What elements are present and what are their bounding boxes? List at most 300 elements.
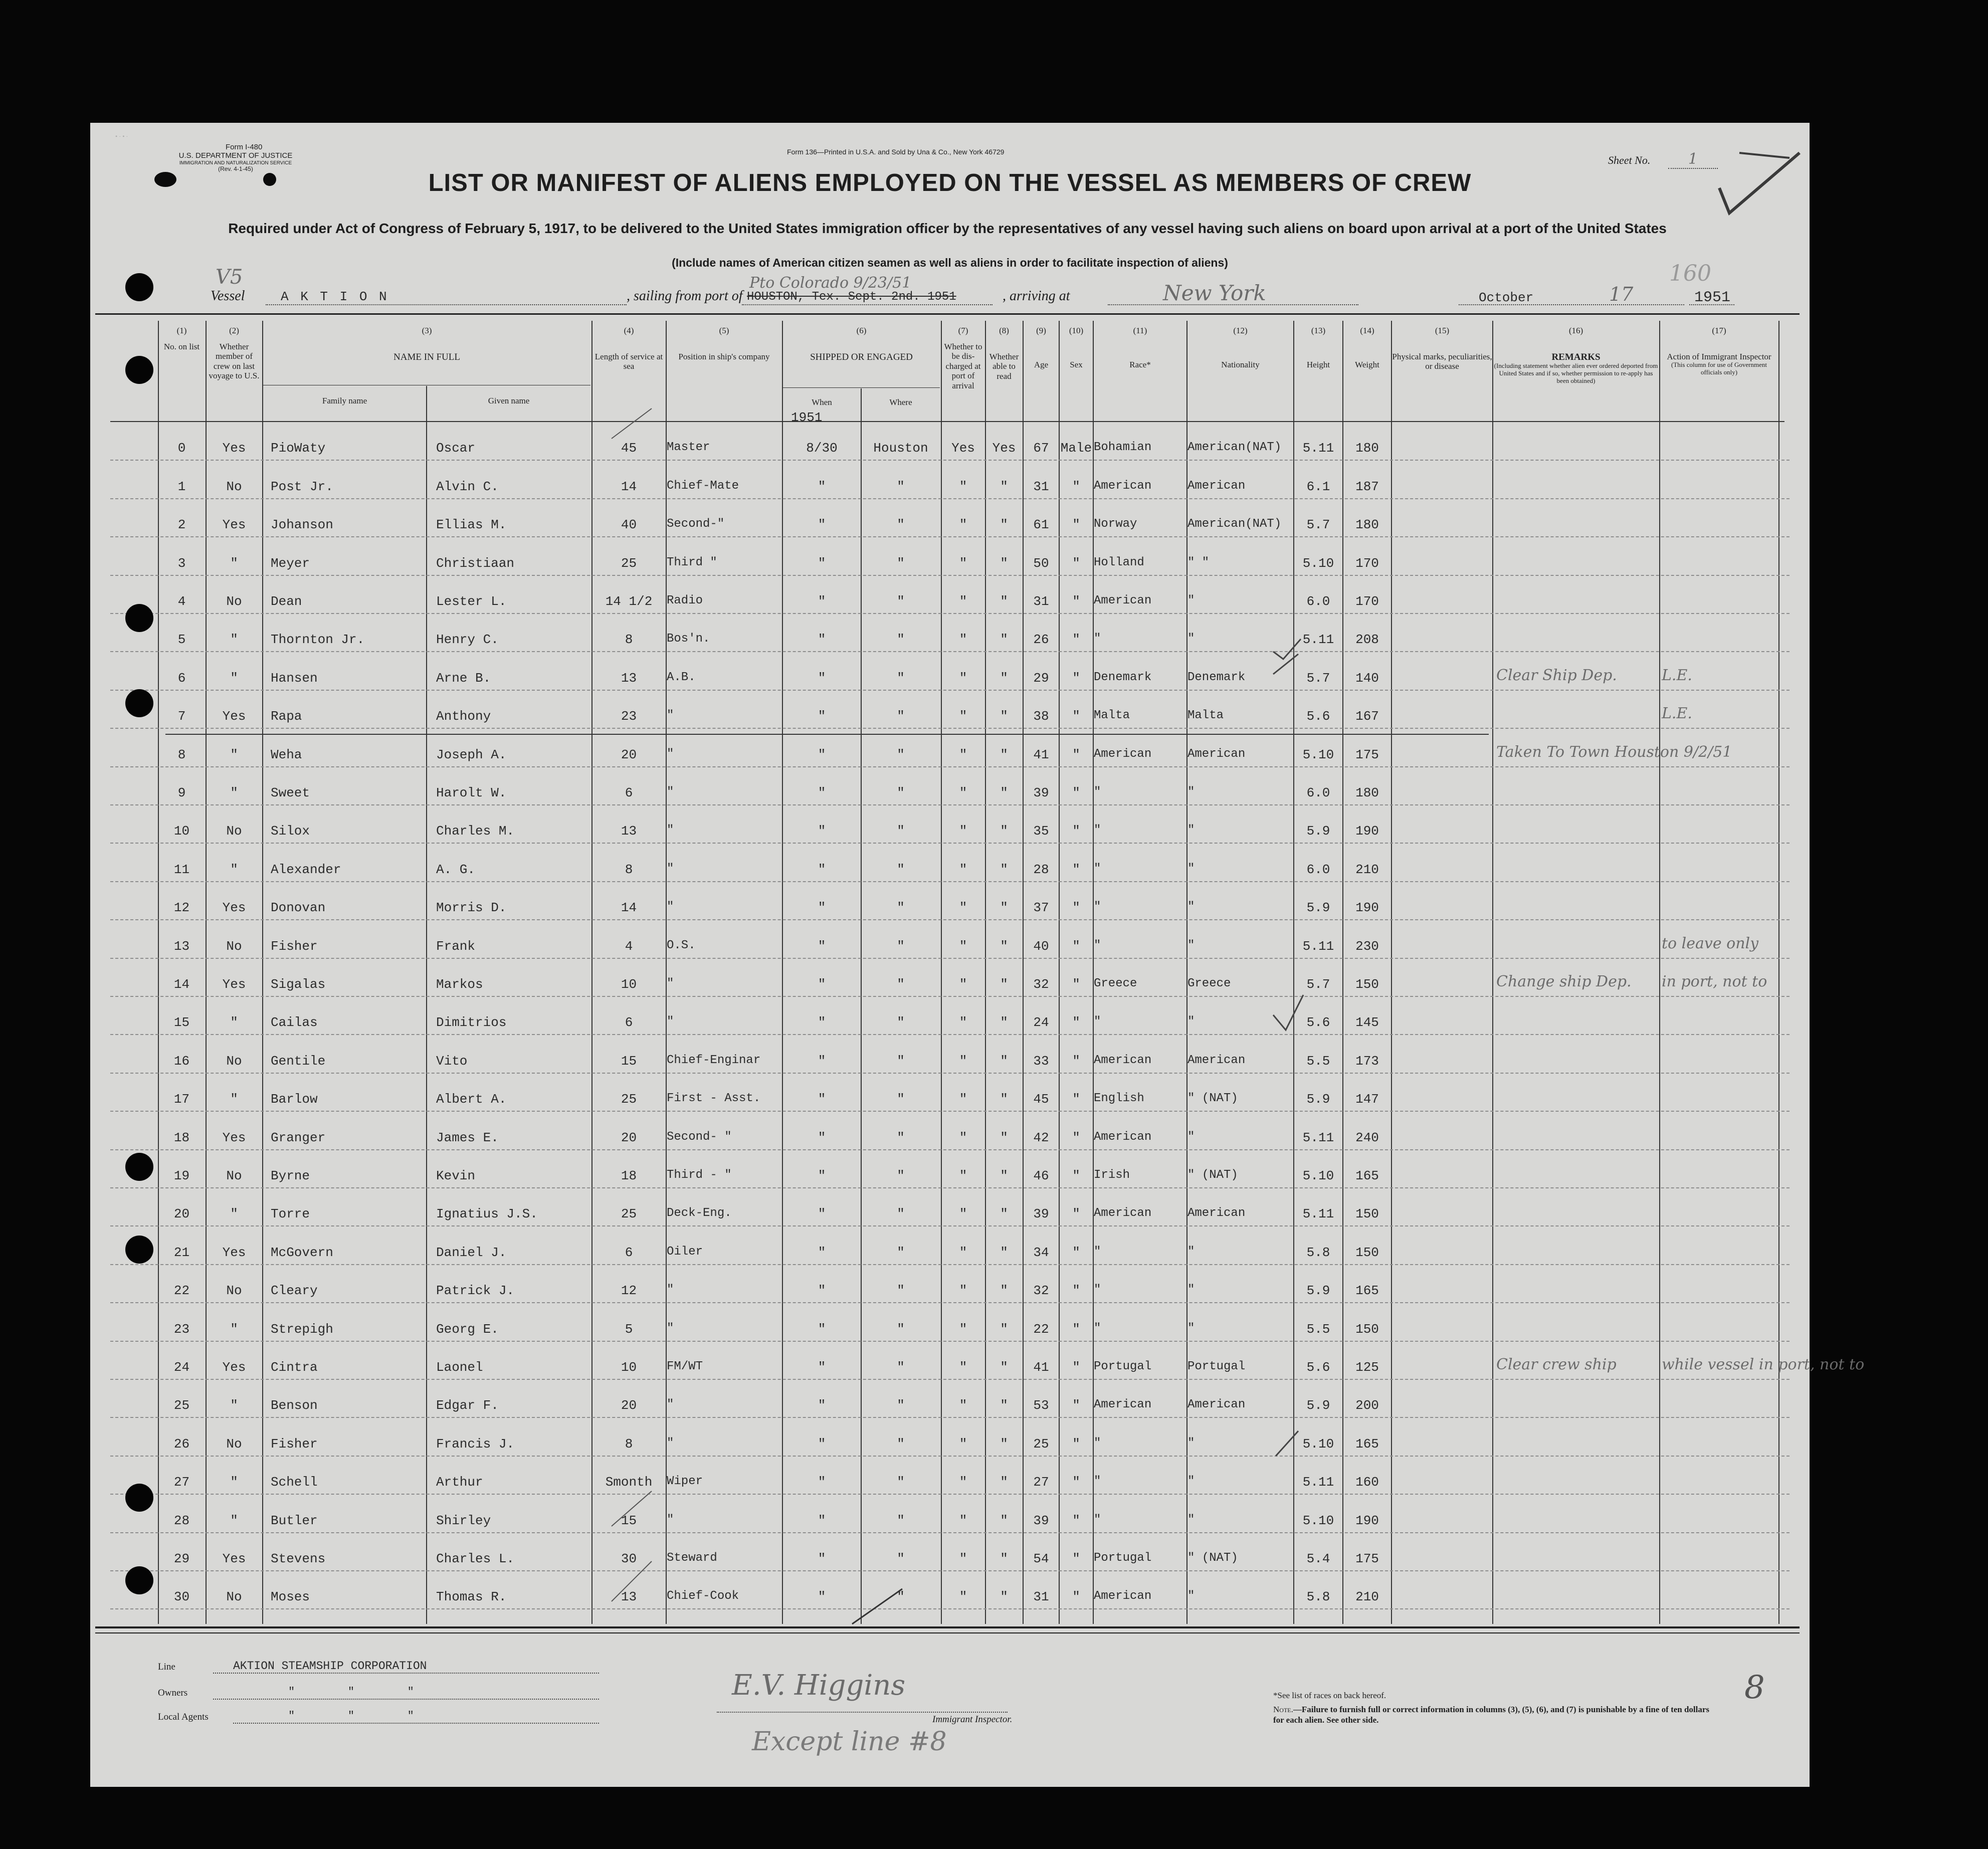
cell-given-name: Dimitrios (436, 1015, 507, 1031)
cell-weight: 200 (1355, 1398, 1379, 1413)
cell-able-to-read: " (1000, 1168, 1008, 1183)
cell-nationality: " (1187, 1475, 1195, 1489)
cell-family-name: PioWaty (271, 441, 326, 456)
cell-weight: 190 (1355, 900, 1379, 916)
cell-weight: 208 (1355, 632, 1379, 648)
cell-family-name: Benson (271, 1398, 318, 1413)
cell-height: 5.11 (1302, 938, 1334, 954)
cell-weight: 165 (1355, 1283, 1379, 1299)
cell-age: 28 (1033, 862, 1049, 877)
cell-shipped-where: " (897, 1513, 905, 1528)
cell-discharge: " (959, 747, 967, 762)
col6-header (783, 326, 940, 362)
cell-height: 5.10 (1302, 1168, 1334, 1183)
table-row (90, 1572, 1810, 1610)
cell-last-voyage: Yes (222, 1245, 246, 1260)
cell-discharge: " (959, 670, 967, 686)
cell-row-number: 20 (173, 1206, 190, 1222)
cell-weight: 230 (1355, 938, 1379, 954)
cell-able-to-read: " (1000, 976, 1008, 992)
col6b-header: Where (889, 397, 912, 407)
col13-header (1294, 326, 1342, 369)
cell-family-name: Stevens (271, 1551, 326, 1566)
cell-service-length: 6 (625, 1015, 633, 1031)
cell-family-name: Hansen (271, 670, 318, 686)
cell-shipped-where: " (897, 976, 905, 992)
col3-header (263, 326, 590, 362)
tick-strokes (602, 408, 662, 1611)
cell-nationality: " (NAT) (1187, 1092, 1238, 1106)
cell-nationality: " " (1187, 555, 1210, 569)
cell-able-to-read: " (1000, 479, 1008, 494)
col16-header (1493, 326, 1659, 385)
cell-row-number: 27 (173, 1475, 190, 1490)
cell-family-name: Sweet (271, 785, 310, 800)
cell-discharge: " (959, 1092, 967, 1107)
cell-position: " (667, 976, 674, 990)
cell-nationality: " (1187, 1283, 1195, 1297)
cell-age: 40 (1033, 938, 1049, 954)
col-label: Action of Immigrant Inspector (1667, 351, 1771, 361)
cell-race: " (1094, 1513, 1101, 1527)
col6a-header: When (812, 397, 832, 407)
cell-given-name: Markos (436, 976, 483, 992)
col-label: Nationality (1221, 359, 1260, 369)
cell-position: " (667, 1321, 674, 1335)
cell-discharge: " (959, 593, 967, 609)
cell-row-number: 17 (173, 1092, 190, 1107)
cell-service-length: 45 (621, 441, 637, 456)
table-row (90, 1266, 1810, 1304)
cell-able-to-read: " (1000, 1398, 1008, 1413)
cell-shipped-where: " (897, 1398, 905, 1413)
cell-race: " (1094, 1015, 1101, 1029)
col-number: (2) (229, 326, 239, 335)
cell-age: 27 (1033, 1475, 1049, 1490)
col-number: (11) (1133, 326, 1147, 335)
cell-shipped-when: " (818, 479, 826, 494)
cell-age: 39 (1033, 785, 1049, 800)
col12-header (1187, 326, 1293, 369)
table-row (90, 806, 1810, 845)
cell-height: 6.0 (1306, 785, 1330, 800)
cell-shipped-when: " (818, 785, 826, 800)
cell-last-voyage: No (226, 1053, 242, 1069)
cell-service-length: 13 (621, 1589, 637, 1605)
cell-service-length: 15 (621, 1513, 637, 1528)
cell-position: " (667, 785, 674, 799)
col-label: Position in ship's company (678, 351, 770, 361)
cell-sex: " (1072, 1283, 1080, 1299)
cell-given-name: Anthony (436, 709, 491, 724)
cell-given-name: Shirley (436, 1513, 491, 1528)
vessel-label: Vessel (211, 288, 245, 304)
cell-last-voyage: " (230, 1015, 238, 1031)
cell-weight: 240 (1355, 1130, 1379, 1145)
cell-race: Irish (1094, 1168, 1130, 1182)
cell-weight: 150 (1355, 1321, 1379, 1337)
cell-able-to-read: " (1000, 1321, 1008, 1337)
cell-last-voyage: Yes (222, 1359, 246, 1375)
cell-shipped-when: " (818, 517, 826, 533)
cell-given-name: Laonel (436, 1359, 483, 1375)
cell-given-name: Edgar F. (436, 1398, 499, 1413)
table-row (90, 998, 1810, 1036)
cell-row-number: 9 (177, 785, 186, 800)
cell-given-name: Oscar (436, 441, 476, 456)
cell-sex: " (1072, 900, 1080, 916)
cell-given-name: Harolt W. (436, 785, 507, 800)
cell-last-voyage: Yes (222, 900, 246, 916)
cell-inspector-action: L.E. (1662, 666, 1692, 684)
cell-shipped-where: " (897, 1436, 905, 1452)
cell-shipped-when: " (818, 1092, 826, 1107)
cell-discharge: " (959, 1475, 967, 1490)
col-number: (4) (624, 326, 634, 335)
table-row (90, 538, 1810, 576)
check-marks (1263, 634, 1363, 1486)
arriving-at: New York (1163, 281, 1266, 305)
except-note: Except line #8 (752, 1727, 947, 1757)
note-text: —Failure to furnish full or correct information in columns (3), (5), (6), and (7) is punishable by a fine of ten dollars for each alien. See other side. (1273, 1705, 1710, 1725)
cell-position: " (667, 1398, 674, 1412)
cell-age: 39 (1033, 1513, 1049, 1528)
cell-position: Radio (667, 593, 703, 607)
cell-family-name: Moses (271, 1589, 310, 1605)
cell-sex: " (1072, 1130, 1080, 1145)
cell-nationality: " (1187, 593, 1195, 607)
cell-sex: " (1072, 938, 1080, 954)
col-number: (1) (176, 326, 187, 335)
cell-age: 46 (1033, 1168, 1049, 1183)
cell-family-name: Cleary (271, 1283, 318, 1299)
cell-family-name: Johanson (271, 517, 333, 533)
cell-race: " (1094, 938, 1101, 952)
cell-age: 32 (1033, 1283, 1049, 1299)
cell-sex: " (1072, 479, 1080, 494)
cell-discharge: " (959, 479, 967, 494)
cell-height: 5.6 (1306, 1015, 1330, 1031)
cell-nationality: " (1187, 1130, 1195, 1144)
cell-last-voyage: Yes (222, 1551, 246, 1566)
cell-sex: " (1072, 593, 1080, 609)
punch-hole (125, 1484, 153, 1512)
cell-family-name: Silox (271, 824, 310, 839)
cell-row-number: 22 (173, 1283, 190, 1299)
col-label: Sex (1070, 359, 1083, 369)
punch-hole (125, 273, 153, 301)
cell-last-voyage: " (230, 632, 238, 648)
cell-discharge: " (959, 1436, 967, 1452)
punch-hole (125, 1236, 153, 1264)
cell-given-name: Henry C. (436, 632, 499, 648)
arriving-label: , arriving at (1003, 288, 1070, 304)
cell-weight: 210 (1355, 862, 1379, 877)
cell-shipped-where: " (897, 1206, 905, 1222)
footer-line (158, 1662, 609, 1673)
cell-sex: " (1072, 632, 1080, 648)
cell-given-name: Morris D. (436, 900, 507, 916)
footer-owners (158, 1688, 609, 1699)
cell-sex: " (1072, 1551, 1080, 1566)
table-row (90, 1458, 1810, 1496)
cell-weight: 190 (1355, 824, 1379, 839)
col-label: Whether member of crew on last voyage to U.S. (209, 341, 260, 381)
punch-hole (125, 356, 153, 384)
cell-sex: " (1072, 976, 1080, 992)
cell-family-name: Schell (271, 1475, 318, 1490)
cell-last-voyage: Yes (222, 709, 246, 724)
cell-nationality: American (1187, 1206, 1246, 1220)
cell-race: Malta (1094, 709, 1130, 723)
cell-discharge: " (959, 1589, 967, 1605)
cell-row-number: 10 (173, 824, 190, 839)
cell-shipped-when: " (818, 632, 826, 648)
cell-family-name: Gentile (271, 1053, 326, 1069)
cell-shipped-when: " (818, 1206, 826, 1222)
cell-shipped-where: " (897, 1092, 905, 1107)
cell-service-length: 15 (621, 1053, 637, 1069)
col-label: Physical marks, peculiarities, or disease (1392, 351, 1492, 371)
cell-nationality: American (1187, 1053, 1246, 1067)
col-label: Race* (1129, 359, 1151, 369)
cell-shipped-when: " (818, 1359, 826, 1375)
cell-shipped-where: " (897, 632, 905, 648)
cell-position: Chief-Mate (667, 479, 739, 493)
cell-weight: 180 (1355, 517, 1379, 533)
cell-sex: " (1072, 517, 1080, 533)
cell-shipped-when: " (818, 1589, 826, 1605)
cell-weight: 125 (1355, 1359, 1379, 1375)
cell-service-length: 25 (621, 1206, 637, 1222)
cell-discharge: " (959, 709, 967, 724)
cell-position: Second-" (667, 517, 725, 531)
cell-weight: 160 (1355, 1475, 1379, 1490)
col-label: Height (1306, 359, 1330, 369)
table-row (90, 960, 1810, 998)
cell-height: 5.8 (1306, 1589, 1330, 1605)
col-number: (15) (1435, 326, 1450, 335)
cell-discharge: " (959, 555, 967, 571)
cell-age: 61 (1033, 517, 1049, 533)
cell-shipped-when: " (818, 1551, 826, 1566)
cell-shipped-where: " (897, 747, 905, 762)
cell-nationality: Portugal (1187, 1359, 1246, 1373)
cell-height: 5.11 (1302, 1475, 1334, 1490)
cell-height: 5.9 (1306, 900, 1330, 916)
table-row (90, 462, 1810, 500)
cell-shipped-when: 8/30 (806, 441, 838, 456)
cell-given-name: Christiaan (436, 555, 515, 571)
cell-weight: 180 (1355, 441, 1379, 456)
cell-nationality: " (1187, 938, 1195, 952)
cell-family-name: Post Jr. (271, 479, 333, 494)
cell-given-name: Ignatius J.S. (436, 1206, 538, 1222)
cell-shipped-when: " (818, 1053, 826, 1069)
col-number: (3) (422, 326, 432, 335)
cell-weight: 180 (1355, 785, 1379, 800)
cell-shipped-where: " (897, 555, 905, 571)
cell-height: 5.10 (1302, 747, 1334, 762)
col1-header (158, 326, 206, 351)
cell-nationality: " (1187, 632, 1195, 646)
cell-weight: 175 (1355, 747, 1379, 762)
cell-race: American (1094, 1053, 1152, 1067)
cell-shipped-when: " (818, 1245, 826, 1260)
cell-position: Master (667, 441, 710, 455)
cell-row-number: 0 (177, 441, 186, 456)
cell-last-voyage: No (226, 1589, 242, 1605)
cell-inspector-action: while vessel in port, not to (1662, 1355, 1865, 1373)
form-number: Form I-480 (226, 143, 263, 151)
cell-row-number: 4 (177, 593, 186, 609)
table-row (90, 1496, 1810, 1534)
cell-shipped-when: " (818, 1130, 826, 1145)
table-row (90, 921, 1810, 959)
cell-shipped-when: " (818, 1015, 826, 1031)
cell-shipped-when: " (818, 709, 826, 724)
cell-service-length: 8 (625, 862, 633, 877)
cell-age: 67 (1033, 441, 1049, 456)
col-sublabel: (Including statement whether alien ever ordered deported from United States and if so, whether permission to re-apply has been obtained) (1494, 362, 1658, 385)
col-number: (5) (719, 326, 729, 335)
cell-position: A.B. (667, 670, 696, 684)
col-label: No. on list (163, 341, 200, 351)
footer-note (1273, 1704, 1714, 1726)
cell-discharge: " (959, 1015, 967, 1031)
cell-race: Greece (1094, 976, 1137, 990)
cell-position: " (667, 900, 674, 914)
table-row (90, 1534, 1810, 1572)
cell-position: Bos'n. (667, 632, 710, 646)
cell-position: FM/WT (667, 1359, 703, 1373)
cell-nationality: " (1187, 1589, 1195, 1603)
cell-discharge: " (959, 900, 967, 916)
cell-discharge: " (959, 1053, 967, 1069)
cell-position: Second- " (667, 1130, 732, 1144)
cell-family-name: Torre (271, 1206, 310, 1222)
sheet-number (1608, 150, 1718, 168)
cell-age: 41 (1033, 1359, 1049, 1375)
cell-weight: 173 (1355, 1053, 1379, 1069)
margin-mark: V5 (216, 266, 243, 289)
table-row (90, 1227, 1810, 1266)
cell-nationality: " (1187, 1245, 1195, 1259)
cell-shipped-where: " (897, 1321, 905, 1337)
cell-last-voyage: Yes (222, 1130, 246, 1145)
cell-height: 5.10 (1302, 1513, 1334, 1528)
cell-able-to-read: " (1000, 1551, 1008, 1566)
cell-height: 5.11 (1302, 632, 1334, 648)
table-row (90, 1113, 1810, 1151)
cell-row-number: 2 (177, 517, 186, 533)
cell-family-name: Thornton Jr. (271, 632, 365, 648)
cell-given-name: Joseph A. (436, 747, 507, 762)
cell-shipped-when: " (818, 1321, 826, 1337)
cell-shipped-when: " (818, 862, 826, 877)
cell-discharge: " (959, 862, 967, 877)
cell-race: American (1094, 1398, 1152, 1412)
cell-able-to-read: " (1000, 670, 1008, 686)
cell-height: 5.10 (1302, 555, 1334, 571)
table-row (90, 615, 1810, 653)
cell-height: 5.9 (1306, 1398, 1330, 1413)
cell-given-name: Kevin (436, 1168, 476, 1183)
table-bottom-rule (95, 1626, 1800, 1628)
cell-last-voyage: " (230, 785, 238, 800)
cell-service-length: 6 (625, 785, 633, 800)
col11-header (1094, 326, 1186, 369)
cell-sex: " (1072, 1589, 1080, 1605)
col10-header (1060, 326, 1093, 369)
line-value: AKTION STEAMSHIP CORPORATION (233, 1660, 427, 1673)
cell-height: 6.1 (1306, 479, 1330, 494)
cell-shipped-where: " (897, 670, 905, 686)
cell-inspector-action: L.E. (1662, 705, 1692, 723)
table-bottom-rule-2 (95, 1632, 1800, 1633)
cell-age: 25 (1033, 1436, 1049, 1452)
cell-race: Holland (1094, 555, 1144, 569)
cell-race: Bohamian (1094, 441, 1152, 455)
cell-race: " (1094, 862, 1101, 876)
cell-given-name: Arthur (436, 1475, 483, 1490)
cell-sex: " (1072, 1245, 1080, 1260)
vessel-name: A K T I O N (281, 289, 389, 304)
cell-age: 22 (1033, 1321, 1049, 1337)
col-number: (8) (999, 326, 1009, 335)
punch-hole (125, 689, 153, 717)
cell-sex: " (1072, 1436, 1080, 1452)
note-label: Note. (1273, 1705, 1293, 1714)
punch-hole (125, 1153, 153, 1181)
cell-weight: 210 (1355, 1589, 1379, 1605)
cell-able-to-read: " (1000, 1245, 1008, 1260)
sailing-from: HOUSTON, Tex. Sept. 2nd. 1951 (747, 290, 956, 304)
cell-discharge: " (959, 1398, 967, 1413)
cell-family-name: Fisher (271, 1436, 318, 1452)
cell-last-voyage: No (226, 938, 242, 954)
cell-shipped-when: " (818, 747, 826, 762)
cell-position: Chief-Cook (667, 1589, 739, 1603)
cell-able-to-read: " (1000, 1436, 1008, 1452)
cell-shipped-where: " (897, 900, 905, 916)
cell-discharge: " (959, 1168, 967, 1183)
cell-last-voyage: No (226, 593, 242, 609)
cell-given-name: Charles M. (436, 824, 515, 839)
punch-hole (125, 604, 153, 632)
cell-service-length: 13 (621, 824, 637, 839)
cell-shipped-where: " (897, 824, 905, 839)
cell-row-number: 23 (173, 1321, 190, 1337)
cell-service-length: 14 (621, 900, 637, 916)
cell-shipped-when: " (818, 593, 826, 609)
cell-discharge: " (959, 1130, 967, 1145)
cell-shipped-when: " (818, 1283, 826, 1299)
cell-position: " (667, 709, 674, 723)
cell-shipped-where: " (897, 785, 905, 800)
col15-header (1392, 326, 1492, 371)
cell-able-to-read: " (1000, 593, 1008, 609)
cell-nationality: American(NAT) (1187, 517, 1282, 531)
cell-nationality: American (1187, 1398, 1246, 1412)
agents-value: " " " (288, 1710, 414, 1722)
cell-able-to-read: " (1000, 938, 1008, 954)
cell-row-number: 14 (173, 976, 190, 992)
cell-row-number: 11 (173, 862, 190, 877)
cell-service-length: 25 (621, 1092, 637, 1107)
cell-family-name: Meyer (271, 555, 310, 571)
cell-position: " (667, 1436, 674, 1450)
